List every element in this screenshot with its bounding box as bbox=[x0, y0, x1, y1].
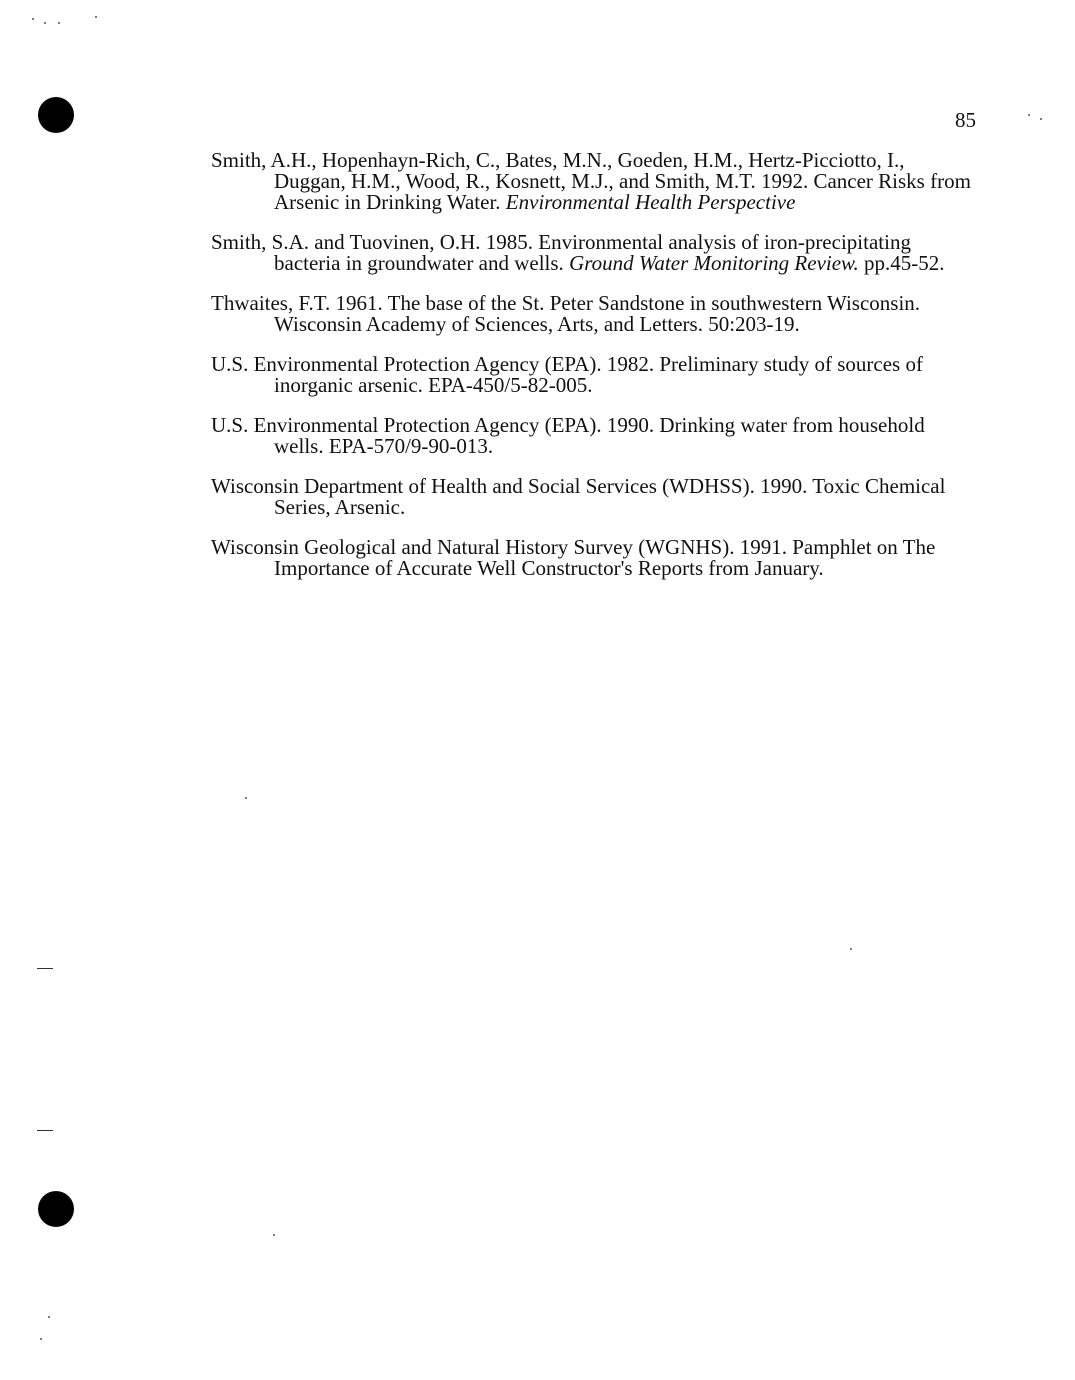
scan-speck bbox=[245, 797, 247, 799]
scan-speck bbox=[1040, 118, 1042, 120]
reference-entry: U.S. Environmental Protection Agency (EPA). 1990. Drinking water from household wells. EPA-570/9-90-013. bbox=[211, 413, 925, 458]
reference-entry: Wisconsin Department of Health and Social Services (WDHSS). 1990. Toxic Chemical Series, Arsenic. bbox=[211, 474, 946, 519]
reference-entry: Thwaites, F.T. 1961. The base of the St. Peter Sandstone in southwestern Wisconsin. Wisconsin Academy of Sciences, Arts, and Letters. 50:203-19. bbox=[211, 291, 921, 336]
scan-speck bbox=[95, 16, 97, 18]
scan-speck bbox=[48, 1316, 50, 1318]
scan-speck bbox=[273, 1234, 275, 1236]
margin-mark bbox=[37, 968, 53, 969]
reference-list bbox=[211, 150, 976, 598]
scan-speck bbox=[40, 1338, 42, 1340]
reference-entry: U.S. Environmental Protection Agency (EPA). 1982. Preliminary study of sources of inorganic arsenic. EPA-450/5-82-005. bbox=[211, 352, 923, 397]
punch-hole-bottom bbox=[38, 1191, 74, 1227]
scan-speck bbox=[44, 22, 46, 24]
punch-hole-top bbox=[38, 97, 74, 133]
margin-mark bbox=[37, 1130, 53, 1131]
scan-speck bbox=[850, 948, 852, 950]
scan-speck bbox=[1028, 114, 1030, 116]
journal-title: Ground Water Monitoring Review. bbox=[569, 251, 859, 275]
journal-title: Environmental Health Perspective bbox=[505, 190, 796, 214]
reference-entry: Wisconsin Geological and Natural History Survey (WGNHS). 1991. Pamphlet on The Importance of Accurate Well Constructor's Reports from January. bbox=[211, 535, 936, 580]
scan-speck bbox=[58, 22, 60, 24]
scan-speck bbox=[32, 18, 34, 20]
page-number: 85 bbox=[955, 108, 976, 132]
reference-entry: Smith, S.A. and Tuovinen, O.H. 1985. Environmental analysis of iron-precipitating bacteria in groundwater and wells. Ground Water Monitoring Review. pp.45-52. bbox=[211, 230, 945, 275]
reference-entry: Smith, A.H., Hopenhayn-Rich, C., Bates, M.N., Goeden, H.M., Hertz-Picciotto, I., Duggan, H.M., Wood, R., Kosnett, M.J., and Smith, M.T. 1992. Cancer Risks from Arsenic in Drinking Water. Environmental Health Perspective bbox=[211, 148, 971, 214]
